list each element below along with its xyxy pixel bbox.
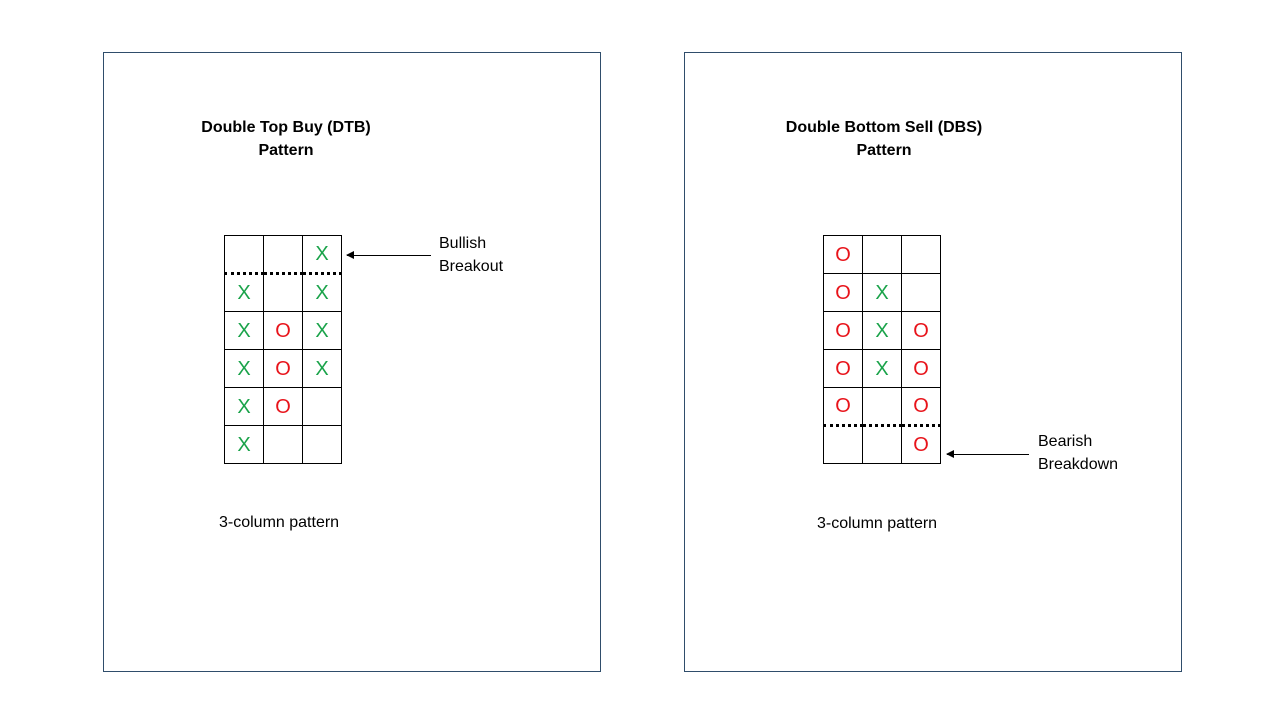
grid-cell: O	[824, 350, 863, 388]
dtb-pf-grid	[224, 235, 342, 464]
grid-cell: O	[902, 388, 941, 426]
grid-row	[824, 388, 941, 426]
grid-row	[824, 312, 941, 350]
grid-cell	[225, 236, 264, 274]
grid-cell	[264, 274, 303, 312]
grid-cell: O	[824, 312, 863, 350]
grid-cell: X	[863, 350, 902, 388]
dtb-annotation	[439, 232, 503, 278]
grid-row	[824, 274, 941, 312]
grid-cell	[303, 388, 342, 426]
dtb-caption: 3-column pattern	[219, 514, 340, 531]
grid-cell: X	[303, 350, 342, 388]
grid-row	[225, 388, 342, 426]
grid-cell: O	[264, 350, 303, 388]
dtb-annotation-line1: Bullish	[439, 235, 487, 252]
grid-cell: O	[902, 312, 941, 350]
grid-cell	[902, 274, 941, 312]
grid-cell: X	[225, 426, 264, 464]
dbs-caption: 3-column pattern	[817, 515, 938, 532]
grid-cell: X	[303, 312, 342, 350]
dtb-title-line2: Pattern	[258, 142, 314, 159]
dbs-panel	[684, 52, 1182, 672]
grid-cell: O	[824, 236, 863, 274]
dbs-annotation	[1038, 430, 1118, 476]
grid-cell	[824, 426, 863, 464]
breakout-arrow-icon	[347, 255, 431, 256]
grid-cell: O	[264, 388, 303, 426]
grid-row	[824, 236, 941, 274]
dtb-panel	[103, 52, 601, 672]
dtb-annotation-line2: Breakout	[439, 258, 504, 275]
grid-row	[225, 274, 342, 312]
grid-cell: O	[824, 274, 863, 312]
grid-row	[225, 350, 342, 388]
grid-row	[225, 312, 342, 350]
grid-cell: X	[225, 388, 264, 426]
grid-cell: O	[902, 350, 941, 388]
grid-cell: X	[303, 236, 342, 274]
grid-cell	[863, 426, 902, 464]
grid-row	[225, 236, 342, 274]
grid-cell: O	[264, 312, 303, 350]
grid-cell	[863, 388, 902, 426]
dbs-title-line1: Double Bottom Sell (DBS)	[785, 119, 983, 136]
grid-row	[824, 426, 941, 464]
grid-cell: O	[902, 426, 941, 464]
grid-cell: X	[225, 350, 264, 388]
breakdown-arrow-icon	[947, 454, 1029, 455]
grid-cell: X	[303, 274, 342, 312]
grid-cell	[303, 426, 342, 464]
grid-cell	[264, 426, 303, 464]
grid-cell: O	[824, 388, 863, 426]
grid-cell	[863, 236, 902, 274]
grid-row	[824, 350, 941, 388]
grid-cell: X	[225, 312, 264, 350]
grid-cell: X	[863, 312, 902, 350]
grid-cell: X	[863, 274, 902, 312]
dbs-annotation-line1: Bearish	[1038, 433, 1093, 450]
grid-cell: X	[225, 274, 264, 312]
dbs-pf-grid	[823, 235, 941, 464]
dbs-annotation-line2: Breakdown	[1038, 456, 1119, 473]
dtb-title	[186, 116, 386, 162]
grid-cell	[902, 236, 941, 274]
grid-cell	[264, 236, 303, 274]
dbs-title-line2: Pattern	[856, 142, 912, 159]
dtb-title-line1: Double Top Buy (DTB)	[201, 119, 371, 136]
grid-row	[225, 426, 342, 464]
dbs-title	[769, 116, 999, 162]
